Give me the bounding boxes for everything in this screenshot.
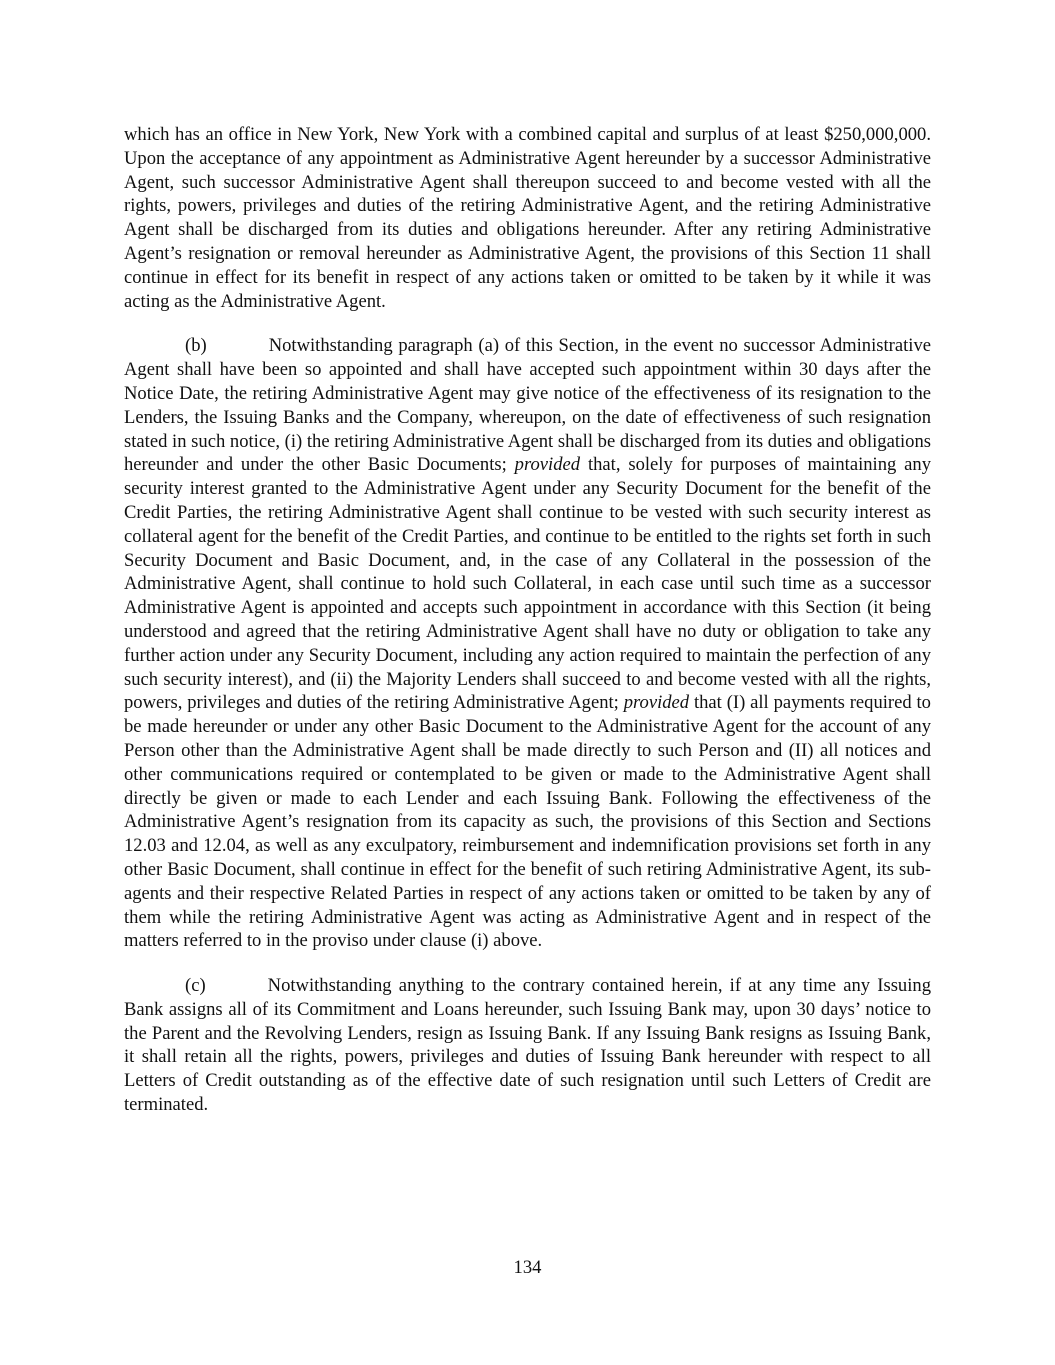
paragraph-b-text-part-1: Notwithstanding paragraph (a) of this Section, in the event no successor Administrative Agent shall have been so appointed and shall have accepted such appointment within 30 days after the Notice Date, the retiring Administrative Agent may give notice of the effectiveness of its resignation to the Lenders, the Issuing Banks and the Company, whereupon, on the date of effectiveness of such resignation stated in such notice, (i) the retiring Administrative Agent shall be discharged from its duties and obligations hereunder and under the other Basic Documents;: [124, 335, 931, 476]
paragraph-b-label: (b): [185, 335, 207, 357]
paragraph-a-continuation: which has an office in New York, New York with a combined capital and surplus of at least $250,000,000. Upon the acceptance of any appointment as Administrative Agent hereunder by a successor Administrative Agent, such successor Administrative Agent shall thereupon succeed to and become vested with all the rights, powers, privileges and duties of the retiring Administrative Agent, and the retiring Administrative Agent shall be discharged from its duties and obligations hereunder. After any retiring Administrative Agent’s resignation or removal hereunder as Administrative Agent, the provisions of this Section 11 shall continue in effect for its benefit in respect of any actions taken or omitted to be taken by it while it was acting as the Administrative Agent.: [124, 124, 931, 312]
paragraph-b-text-part-2: that, solely for purposes of maintaining any security interest granted to the Administrative Agent under any Security Document for the benefit of the Credit Parties, the retiring Administrative Agent shall continue to be vested with such security interest as collateral agent for the benefit of the Credit Parties, and continue to be entitled to the rights set forth in such Security Document and Basic Document, and, in the case of any Collateral in the possession of the Administrative Agent, shall continue to hold such Collateral, in each case until such time as a successor Administrative Agent is appointed and accepts such appointment in accordance with this Section (it being understood and agreed that the retiring Administrative Agent shall have no duty or obligation to take any further action under any Security Document, including any action required to maintain the perfection of any such security interest), and (ii) the Majority Lenders shall succeed to and become vested with all the rights, powers, privileges and duties of the retiring Administrative Agent;: [124, 454, 931, 714]
paragraph-b-emphasis-provided-1: provided: [514, 454, 581, 476]
paragraph-c-label: (c): [185, 975, 206, 997]
document-page: [124, 123, 931, 1138]
page-number: 134: [513, 1257, 542, 1278]
paragraph-b-text-part-3: that (I) all payments required to be made hereunder or under any other Basic Document to the Administrative Agent for the account of any Person other than the Administrative Agent shall be made directly to such Person and (II) all notices and other communications required or contemplated to be given or made to the Administrative Agent shall directly be given or made to each Lender and each Issuing Bank. Following the effectiveness of the Administrative Agent’s resignation from its capacity as such, the provisions of this Section and Sections 12.03 and 12.04, as well as any exculpatory, reimbursement and indemnification provisions set forth in any other Basic Document, shall continue in effect for the benefit of such retiring Administrative Agent, its sub-agents and their respective Related Parties in respect of any actions taken or omitted to be taken by any of them while the retiring Administrative Agent was acting as Administrative Agent and in respect of the matters referred to in the proviso under clause (i) above.: [124, 692, 931, 952]
paragraph-b: [124, 334, 931, 953]
paragraph-b-emphasis-provided-2: provided: [623, 692, 690, 714]
paragraph-c-text: Notwithstanding anything to the contrary contained herein, if at any time any Issuing Bank assigns all of its Commitment and Loans hereunder, such Issuing Bank may, upon 30 days’ notice to the Parent and the Revolving Lenders, resign as Issuing Bank. If any Issuing Bank resigns as Issuing Bank, it shall retain all the rights, powers, privileges and duties of Issuing Bank hereunder with respect to all Letters of Credit outstanding as of the effective date of such resignation until such Letters of Credit are terminated.: [124, 975, 931, 1116]
paragraph-c: [124, 974, 931, 1117]
